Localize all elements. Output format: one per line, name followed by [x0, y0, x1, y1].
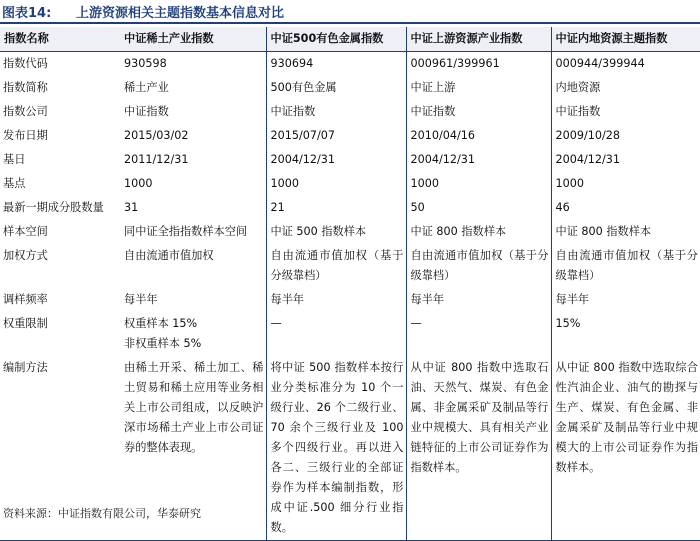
header-500-nonferrous: 中证500有色金属指数 [266, 27, 406, 52]
table-cell: 自由流通市值加权（基于分级靠档） [266, 244, 406, 288]
table-cell: 500有色金属 [266, 76, 406, 100]
table-cell: 稀土产业 [124, 81, 169, 94]
figure-title: 上游资源相关主题指数基本信息对比 [76, 6, 285, 21]
table-cell: 从中证 800 指数中选取石油、天然气、煤炭、有色金属、非金属采矿及制品等行业中规模大、具有相关产业链特征的上市公司证券作为指数样本。 [406, 356, 551, 541]
table-cell: 2010/04/16 [406, 124, 551, 148]
source-note: 资料来源：中证指数有限公司，华泰研究 [3, 507, 201, 520]
table-cell: 2011/12/31 [124, 153, 189, 166]
table-cell: 每半年 [551, 288, 700, 312]
row-label: 发布日期 [3, 129, 48, 142]
table-cell: 1000 [551, 172, 700, 196]
figure-label: 图表14: [2, 6, 52, 21]
table-row [0, 244, 700, 288]
table-row [0, 288, 700, 312]
table-row [0, 220, 700, 244]
table-cell: 每半年 [406, 288, 551, 312]
table-cell: 1000 [124, 177, 153, 190]
table-cell: 中证指数 [406, 100, 551, 124]
table-cell: 000961/399961 [406, 52, 551, 77]
row-label: 基日 [3, 153, 26, 166]
table-cell: 内地资源 [551, 76, 700, 100]
table-header-row [0, 27, 700, 52]
table-row [0, 312, 700, 356]
row-label: 调样频率 [3, 293, 48, 306]
table-cell: 自由流通市值加权（基于分级靠档） [406, 244, 551, 288]
row-label: 基点 [3, 177, 26, 190]
table-cell: 从中证 800 指数中选取综合性汽油企业、油气的勘探与生产、煤炭、有色金属、非金属采矿及制品等行业中规模大的上市公司证券作为指数样本。 [551, 356, 700, 541]
table-cell: — [406, 312, 551, 356]
header-inland-resources: 中证内地资源主题指数 [551, 27, 700, 52]
table-cell: 2009/10/28 [551, 124, 700, 148]
table-cell: 930694 [266, 52, 406, 77]
table-cell: 中证 800 指数样本 [551, 220, 700, 244]
header-label: 指数名称 [0, 27, 120, 52]
row-label: 样本空间 [3, 225, 48, 238]
header-upstream-resources: 中证上游资源产业指数 [406, 27, 551, 52]
table-row [0, 100, 700, 124]
table-row [0, 52, 700, 77]
table-cell: 2004/12/31 [266, 148, 406, 172]
table-cell: 31 [124, 201, 139, 214]
figure-title-bar [0, 0, 700, 24]
table-row [0, 196, 700, 220]
table-row [0, 124, 700, 148]
table-cell: 每半年 [266, 288, 406, 312]
row-label: 指数简称 [3, 81, 48, 94]
table-cell: 中证指数 [124, 105, 169, 118]
table-cell: 自由流通市值加权（基于分级靠档） [551, 244, 700, 288]
table-cell: 930598 [124, 57, 167, 70]
table-cell: 中证 800 指数样本 [406, 220, 551, 244]
row-label: 加权方式 [3, 249, 48, 262]
table-cell: 中证指数 [551, 100, 700, 124]
header-rare-earth: 中证稀土产业指数 [120, 27, 266, 52]
row-label: 指数代码 [3, 57, 48, 70]
row-label: 指数公司 [3, 105, 48, 118]
table-cell: 2004/12/31 [551, 148, 700, 172]
table-cell: 由稀土开采、稀土加工、稀土贸易和稀土应用等业务相关上市公司组成，以反映沪深市场稀土产业上市公司证券的整体表现。 [120, 356, 266, 541]
table-cell: 000944/399944 [551, 52, 700, 77]
table-cell: — [266, 312, 406, 356]
row-label: 编制方法 [0, 356, 120, 541]
table-cell: 15% [551, 312, 700, 356]
table-cell: 中证 500 指数样本 [266, 220, 406, 244]
table-cell: 权重样本 15% 非权重样本 5% [124, 317, 202, 350]
table-cell: 46 [551, 196, 700, 220]
table-cell: 50 [406, 196, 551, 220]
table-cell: 中证上游 [406, 76, 551, 100]
row-label: 权重限制 [3, 317, 48, 330]
table-cell: 2015/03/02 [124, 129, 189, 142]
table-cell: 中证指数 [266, 100, 406, 124]
table-cell: 每半年 [124, 293, 158, 306]
index-comparison-table [0, 27, 700, 541]
table-row [0, 172, 700, 196]
row-label: 最新一期成分股数量 [3, 201, 104, 214]
table-cell: 将中证 500 指数样本按行业分类标准分为 10 个一级行业、26 个二级行业、70 余个三级行业及 100 多个四级行业。再以进入各二、三级行业的全部证券作为样本编制指数，形成中证.500 细分行业指数。 [266, 356, 406, 541]
table-cell: 2015/07/07 [266, 124, 406, 148]
table-cell: 21 [266, 196, 406, 220]
table-cell: 自由流通市值加权 [124, 249, 214, 262]
table-row [0, 148, 700, 172]
table-cell: 2004/12/31 [406, 148, 551, 172]
table-cell: 1000 [266, 172, 406, 196]
table-cell: 同中证全指指数样本空间 [124, 225, 248, 238]
table-row [0, 76, 700, 100]
table-cell: 1000 [406, 172, 551, 196]
